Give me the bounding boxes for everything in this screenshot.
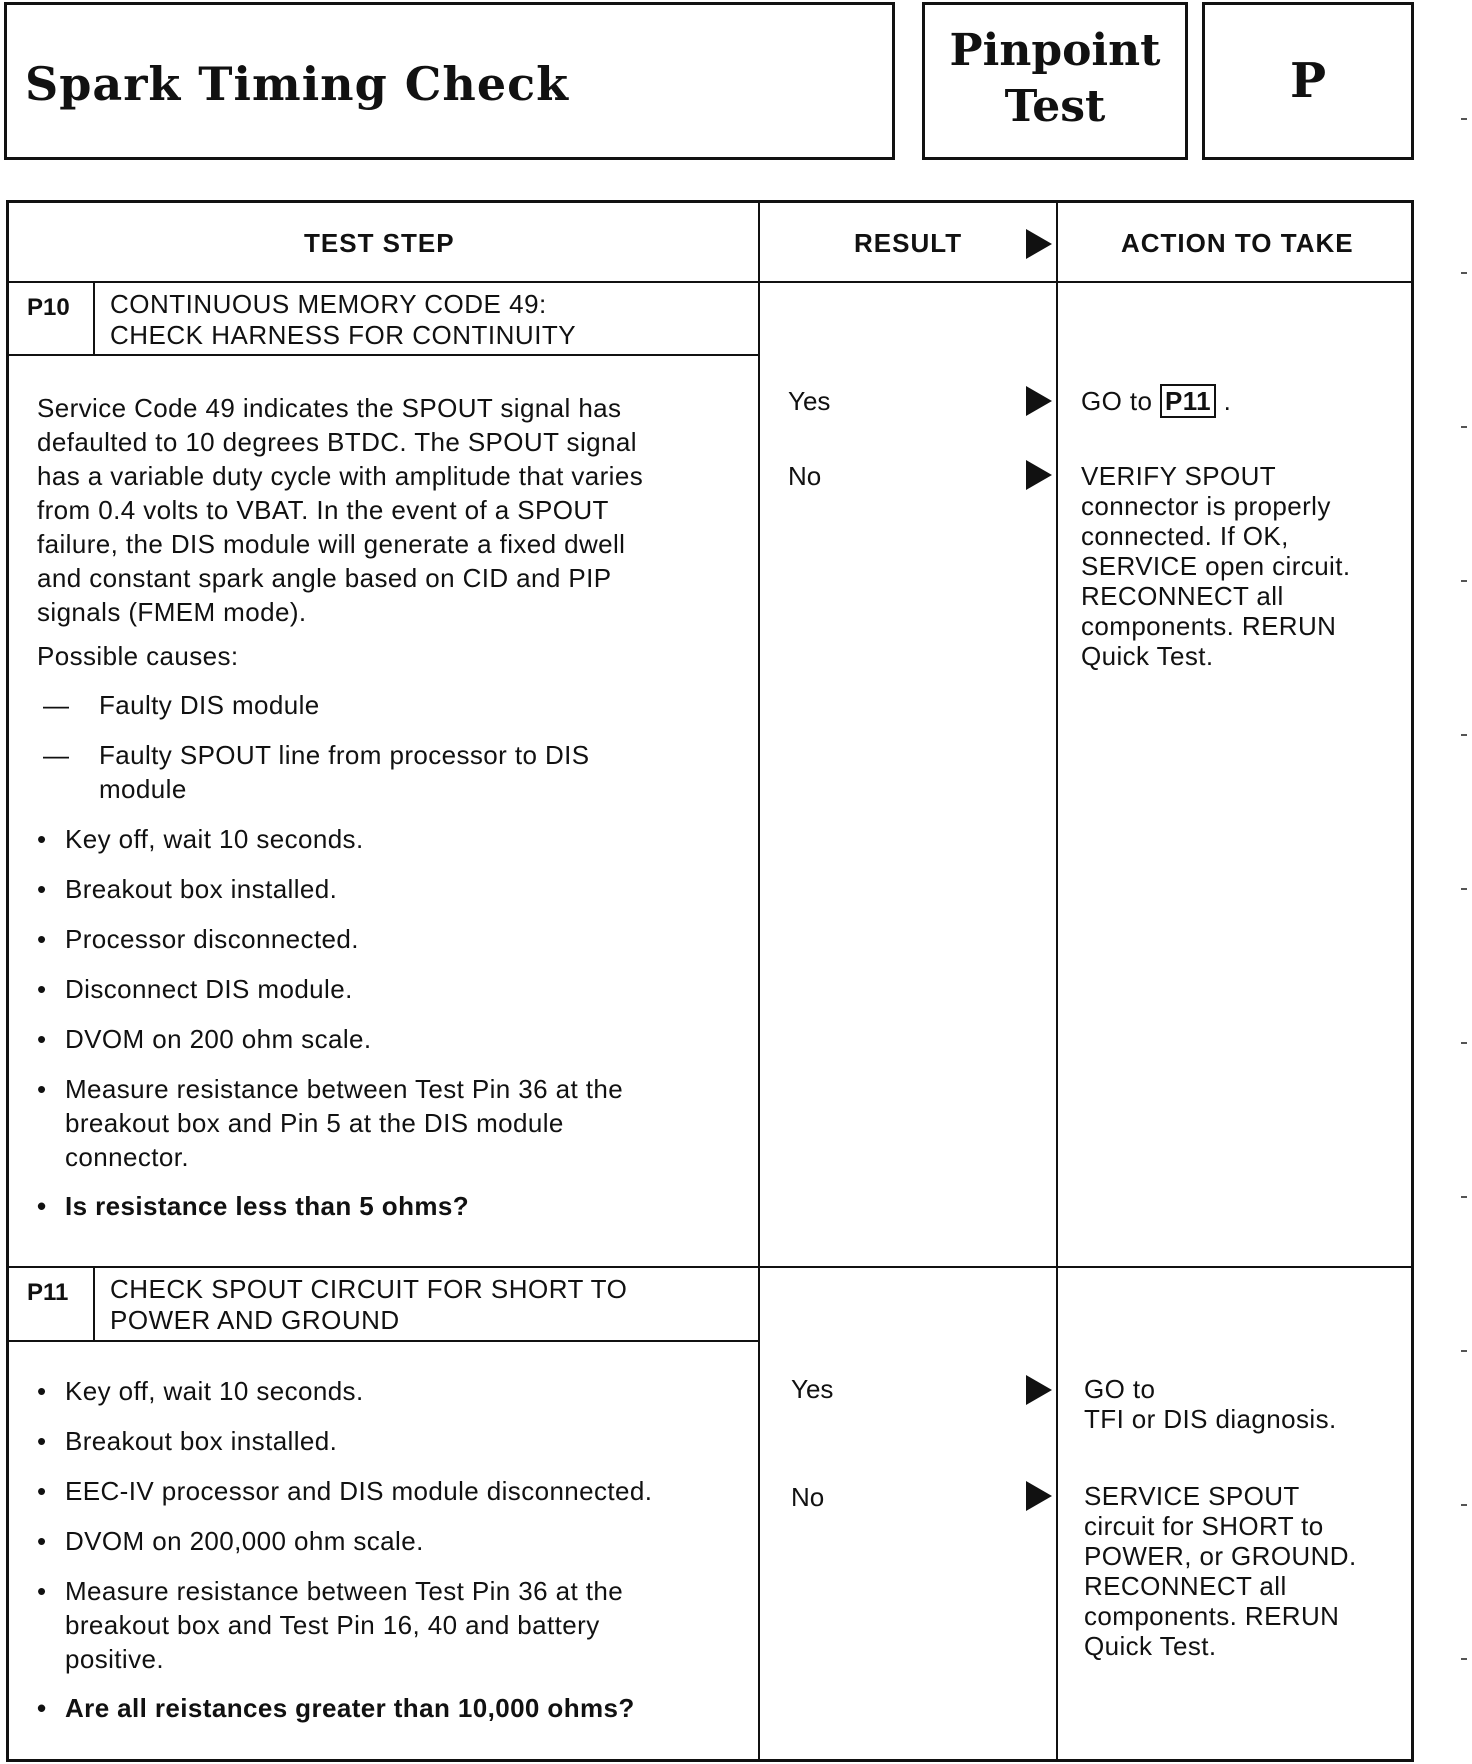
column-header-action: ACTION TO TAKE bbox=[1121, 228, 1354, 258]
step-title-line: POWER AND GROUND bbox=[110, 1305, 400, 1335]
instruction-line: breakout box and Test Pin 16, 40 and battery bbox=[65, 1610, 600, 1640]
test-type-label bbox=[925, 23, 1185, 135]
margin-tick bbox=[1461, 272, 1467, 274]
margin-tick bbox=[1461, 1196, 1467, 1198]
test-letter: P bbox=[1289, 53, 1327, 109]
cause-line: module bbox=[99, 774, 187, 804]
action-line: Quick Test. bbox=[1081, 641, 1214, 671]
action-line: components. RERUN bbox=[1081, 611, 1337, 641]
step-instruction bbox=[37, 1072, 623, 1174]
column-divider bbox=[758, 203, 760, 1759]
page-title: Spark Timing Check bbox=[25, 57, 569, 111]
margin-tick bbox=[1461, 1504, 1467, 1506]
step-id-divider bbox=[93, 283, 95, 354]
margin-tick bbox=[1461, 1658, 1467, 1660]
step-question: • Is resistance less than 5 ohms? bbox=[37, 1189, 469, 1223]
result-arrow-icon bbox=[1026, 1375, 1052, 1405]
description-line: failure, the DIS module will generate a fixed dwell bbox=[37, 529, 626, 559]
margin-tick bbox=[1461, 888, 1467, 890]
step-question: • Are all reistances greater than 10,000 ohms? bbox=[37, 1691, 635, 1725]
action-line: SERVICE open circuit. bbox=[1081, 551, 1351, 581]
step-divider bbox=[9, 1266, 1414, 1268]
action-go-to bbox=[1081, 386, 1231, 416]
title-box bbox=[4, 2, 895, 160]
action-line: connected. If OK, bbox=[1081, 521, 1289, 551]
step-instruction: • Key off, wait 10 seconds. bbox=[37, 822, 364, 856]
step-instruction: • DVOM on 200 ohm scale. bbox=[37, 1022, 372, 1056]
result-yes: Yes bbox=[791, 1374, 834, 1404]
causes-label: Possible causes: bbox=[37, 641, 239, 671]
description-line: and constant spark angle based on CID and PIP bbox=[37, 563, 612, 593]
step-description bbox=[37, 391, 643, 629]
margin-tick bbox=[1461, 426, 1467, 428]
column-header-test-step: TEST STEP bbox=[304, 228, 455, 258]
instruction-line: positive. bbox=[65, 1644, 164, 1674]
step-title-divider bbox=[9, 354, 758, 356]
margin-tick bbox=[1461, 1042, 1467, 1044]
test-type-line1: Pinpoint bbox=[949, 25, 1161, 76]
description-line: Service Code 49 indicates the SPOUT signal has bbox=[37, 393, 622, 423]
result-no: No bbox=[788, 461, 822, 491]
instruction-line: breakout box and Pin 5 at the DIS module bbox=[65, 1108, 564, 1138]
action-line: VERIFY SPOUT bbox=[1081, 461, 1277, 491]
action-line: RECONNECT all bbox=[1081, 581, 1284, 611]
action-text: GO to bbox=[1081, 386, 1153, 416]
action-text: . bbox=[1223, 386, 1232, 416]
description-line: from 0.4 volts to VBAT. In the event of a SPOUT bbox=[37, 495, 609, 525]
step-id-divider bbox=[93, 1268, 95, 1340]
test-table bbox=[6, 200, 1414, 1762]
column-header-result: RESULT bbox=[854, 228, 963, 258]
result-arrow-icon bbox=[1026, 386, 1052, 416]
action-line: RECONNECT all bbox=[1084, 1571, 1287, 1601]
result-arrow-icon bbox=[1026, 1481, 1052, 1511]
action-instructions bbox=[1084, 1481, 1357, 1661]
result-arrow-icon bbox=[1026, 229, 1052, 259]
step-instruction: • Processor disconnected. bbox=[37, 922, 359, 956]
step-instruction bbox=[37, 1574, 623, 1676]
action-line: Quick Test. bbox=[1084, 1631, 1217, 1661]
test-type-box bbox=[922, 2, 1188, 160]
instruction-line: • Measure resistance between Test Pin 36 at the bbox=[65, 1576, 624, 1606]
step-title bbox=[110, 289, 576, 351]
step-title-divider bbox=[9, 1340, 758, 1342]
header-divider bbox=[9, 281, 1414, 283]
step-instruction: • Breakout box installed. bbox=[37, 1424, 337, 1458]
instruction-line: • Measure resistance between Test Pin 36 at the bbox=[65, 1074, 624, 1104]
cause-item bbox=[43, 738, 590, 806]
action-instructions bbox=[1084, 1374, 1337, 1434]
instruction-line: connector. bbox=[65, 1142, 189, 1172]
margin-tick bbox=[1461, 1350, 1467, 1352]
cause-item: — Faulty DIS module bbox=[43, 688, 320, 722]
margin-tick bbox=[1461, 580, 1467, 582]
test-letter-box bbox=[1202, 2, 1414, 160]
result-no: No bbox=[791, 1482, 825, 1512]
description-line: has a variable duty cycle with amplitude that varies bbox=[37, 461, 644, 491]
step-title bbox=[110, 1274, 627, 1336]
step-instruction: • EEC-IV processor and DIS module disconnected. bbox=[37, 1474, 652, 1508]
step-instruction: • DVOM on 200,000 ohm scale. bbox=[37, 1524, 424, 1558]
result-yes: Yes bbox=[788, 386, 831, 416]
description-line: signals (FMEM mode). bbox=[37, 597, 307, 627]
step-instruction: • Key off, wait 10 seconds. bbox=[37, 1374, 364, 1408]
action-line: TFI or DIS diagnosis. bbox=[1084, 1404, 1337, 1434]
column-divider bbox=[1056, 203, 1058, 1759]
step-title-line: CONTINUOUS MEMORY CODE 49: bbox=[110, 289, 547, 319]
step-reference: P11 bbox=[1160, 384, 1216, 418]
action-line: SERVICE SPOUT bbox=[1084, 1481, 1300, 1511]
description-line: defaulted to 10 degrees BTDC. The SPOUT signal bbox=[37, 427, 637, 457]
margin-tick bbox=[1461, 118, 1467, 120]
step-id: P11 bbox=[27, 1279, 69, 1306]
result-arrow-icon bbox=[1026, 460, 1052, 490]
action-line: components. RERUN bbox=[1084, 1601, 1340, 1631]
action-line: circuit for SHORT to bbox=[1084, 1511, 1324, 1541]
cause-line: — Faulty SPOUT line from processor to DIS bbox=[99, 740, 590, 770]
test-type-line2: Test bbox=[1004, 81, 1106, 132]
margin-tick bbox=[1461, 734, 1467, 736]
step-instruction: • Breakout box installed. bbox=[37, 872, 337, 906]
action-instructions bbox=[1081, 461, 1350, 671]
action-line: GO to bbox=[1084, 1374, 1156, 1404]
action-line: connector is properly bbox=[1081, 491, 1331, 521]
step-instruction: • Disconnect DIS module. bbox=[37, 972, 353, 1006]
action-line: POWER, or GROUND. bbox=[1084, 1541, 1357, 1571]
step-title-line: CHECK SPOUT CIRCUIT FOR SHORT TO bbox=[110, 1274, 628, 1304]
step-id: P10 bbox=[27, 294, 70, 321]
step-title-line: CHECK HARNESS FOR CONTINUITY bbox=[110, 320, 577, 350]
